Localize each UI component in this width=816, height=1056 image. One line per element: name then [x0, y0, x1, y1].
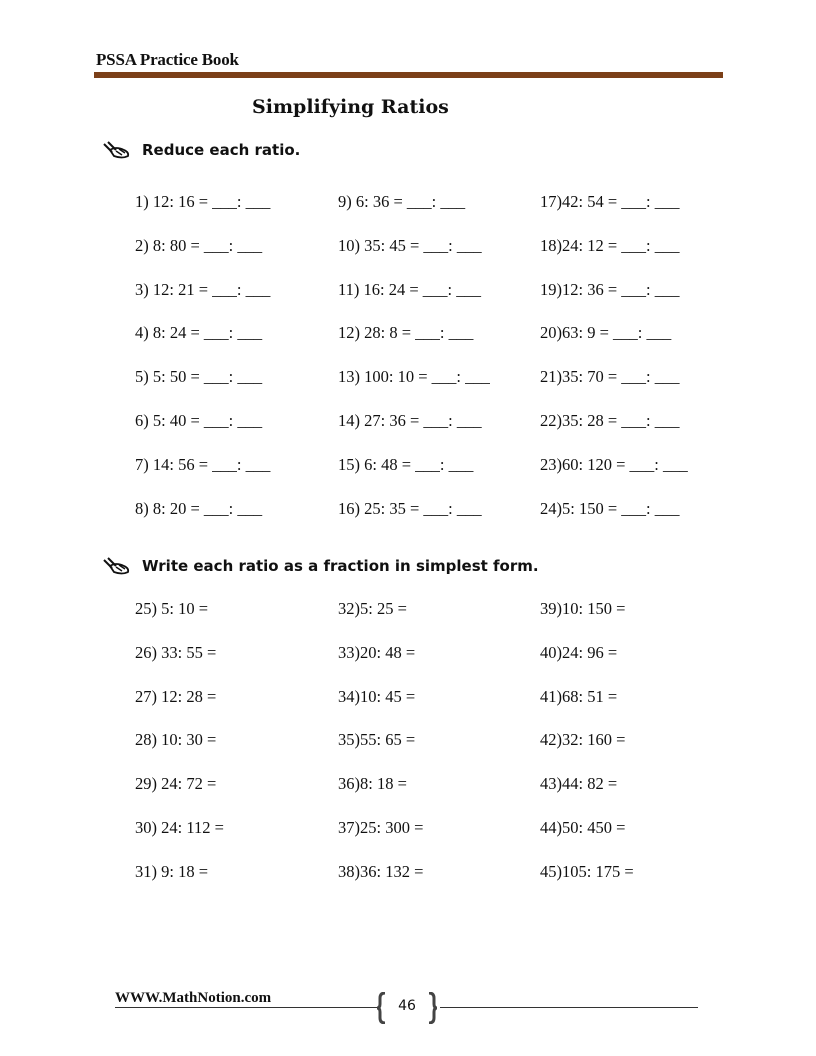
problem-item: 10) 35: 45 = ___: ___ [338, 235, 482, 255]
problem-item: 37)25: 300 = [338, 818, 424, 837]
pencil-hand-icon [102, 556, 132, 576]
problem-item: 1) 12: 16 = ___: ___ [135, 192, 271, 211]
problem-item: 27) 12: 28 = [135, 686, 217, 706]
problem-item: 35)55: 65 = [338, 730, 416, 750]
footer-url[interactable]: WWW.MathNotion.com [115, 990, 272, 1006]
problem-item: 3) 12: 21 = ___: ___ [135, 279, 271, 299]
problem-item: 15) 6: 48 = ___: ___ [338, 454, 474, 474]
page-title: Simplifying Ratios [252, 96, 449, 118]
problem-item: 43)44: 82 = [540, 774, 618, 794]
problem-item: 18)24: 12 = ___: ___ [540, 235, 680, 255]
problem-item: 7) 14: 56 = ___: ___ [135, 454, 271, 474]
problem-item: 8) 8: 20 = ___: ___ [135, 498, 263, 518]
problem-item: 13) 100: 10 = ___: ___ [338, 367, 490, 387]
problem-item: 20)63: 9 = ___: ___ [540, 323, 672, 343]
problem-item: 19)12: 36 = ___: ___ [540, 279, 680, 299]
problem-item: 2) 8: 80 = ___: ___ [135, 235, 263, 255]
footer-rule-right [440, 1007, 698, 1008]
instruction-text: Reduce each ratio. [142, 141, 301, 159]
header-rule [94, 72, 723, 78]
problem-item: 44)50: 450 = [540, 818, 626, 837]
problem-item: 30) 24: 112 = [135, 818, 224, 837]
instruction-fraction [102, 556, 539, 576]
problem-item: 21)35: 70 = ___: ___ [540, 367, 680, 387]
instruction-reduce [102, 140, 300, 160]
problem-item: 40)24: 96 = [540, 642, 618, 662]
problem-item: 45)105: 175 = [540, 861, 634, 881]
problem-item: 26) 33: 55 = [135, 642, 217, 662]
problem-item: 6) 5: 40 = ___: ___ [135, 411, 263, 430]
problem-item: 41)68: 51 = [540, 686, 618, 706]
header-title: PSSA Practice Book [96, 50, 239, 69]
problem-item: 34)10: 45 = [338, 686, 416, 706]
problem-item: 17)42: 54 = ___: ___ [540, 192, 680, 211]
instruction-text: Write each ratio as a fraction in simplest form. [142, 557, 539, 575]
problem-item: 23)60: 120 = ___: ___ [540, 454, 688, 474]
footer-rule-left [115, 1007, 377, 1008]
problem-item: 38)36: 132 = [338, 861, 424, 881]
problem-item: 32)5: 25 = [338, 599, 407, 618]
problem-item: 5) 5: 50 = ___: ___ [135, 367, 263, 387]
problem-item: 28) 10: 30 = [135, 730, 217, 750]
problem-item: 4) 8: 24 = ___: ___ [135, 323, 263, 343]
problem-item: 25) 5: 10 = [135, 599, 209, 618]
problem-item: 39)10: 150 = [540, 599, 626, 618]
page-number: 46 [398, 998, 416, 1014]
problem-item: 22)35: 28 = ___: ___ [540, 411, 680, 430]
problem-item: 14) 27: 36 = ___: ___ [338, 411, 482, 430]
problem-item: 33)20: 48 = [338, 642, 416, 662]
pencil-hand-icon [102, 140, 132, 160]
problem-item: 24)5: 150 = ___: ___ [540, 498, 680, 518]
problem-item: 36)8: 18 = [338, 774, 407, 794]
problem-item: 16) 25: 35 = ___: ___ [338, 498, 482, 518]
problem-item: 11) 16: 24 = ___: ___ [338, 279, 481, 299]
problem-item: 42)32: 160 = [540, 730, 626, 750]
problem-item: 9) 6: 36 = ___: ___ [338, 192, 466, 211]
problem-item: 29) 24: 72 = [135, 774, 217, 794]
problem-item: 31) 9: 18 = [135, 861, 209, 881]
problem-item: 12) 28: 8 = ___: ___ [338, 323, 474, 343]
